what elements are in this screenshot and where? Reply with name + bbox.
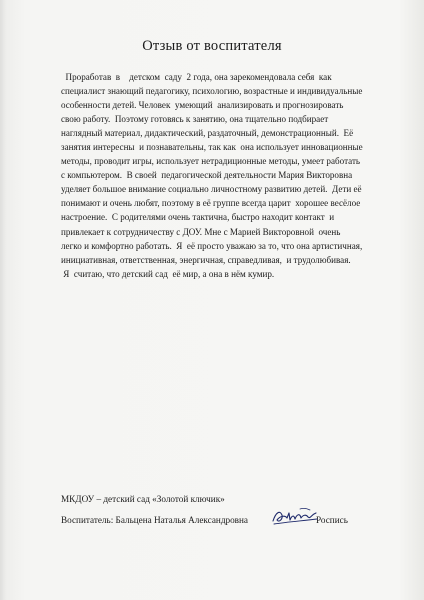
signature-label: Роспись: [316, 515, 348, 525]
teacher-name: Воспитатель: Бальцена Наталья Александровна: [61, 515, 249, 525]
teacher-signature-line: [61, 515, 401, 525]
review-line: особенности детей. Человек умеющий анализировать и прогнозировать: [61, 100, 344, 111]
review-line: Я считаю, что детский сад её мир, а она в нём кумир.: [61, 268, 275, 279]
review-line: свою работу. Поэтому готовясь к занятию, она тщательно подбирает: [61, 114, 329, 125]
document-title: Отзыв от воспитателя: [142, 38, 282, 54]
review-body: [61, 70, 381, 281]
review-line: уделяет большое внимание социально личностному развитию детей. Дети её: [61, 184, 362, 195]
review-line: настроение. С родителями очень тактична, быстро находит контакт и: [61, 212, 335, 223]
review-line: понимают и очень любят, поэтому в её группе всегда царит хорошее весёлое: [61, 198, 361, 209]
kindergarten-name: МКДОУ – детский сад «Золотой ключик»: [61, 494, 225, 504]
review-line: занятия интересны и познавательны, так как она использует инновационные: [61, 142, 363, 153]
review-line: Проработав в детском саду 2 года, она зарекомендовала себя как: [61, 72, 332, 82]
review-line: инициативная, ответственная, энергичная, справедливая, и трудолюбивая.: [61, 254, 351, 265]
review-line: с компьютером. В своей педагогической деятельности Мария Викторовна: [61, 170, 353, 181]
review-line: привлекает к сотрудничеству с ДОУ. Мне с Марией Викторовной очень: [61, 226, 341, 237]
review-line: методы, проводит игры, использует нетрадиционные методы, умеет работать: [61, 156, 361, 167]
review-line: наглядный материал, дидактический, раздаточный, демонстрационный. Её: [61, 128, 354, 139]
review-line: специалист знающий педагогику, психологию, возрастные и индивидуальные: [61, 86, 363, 97]
handwritten-signature: [270, 506, 320, 528]
page-edge-left: [0, 0, 6, 600]
review-line: легко и комфортно работать. Я её просто уважаю за то, что она артистичная,: [61, 240, 363, 251]
